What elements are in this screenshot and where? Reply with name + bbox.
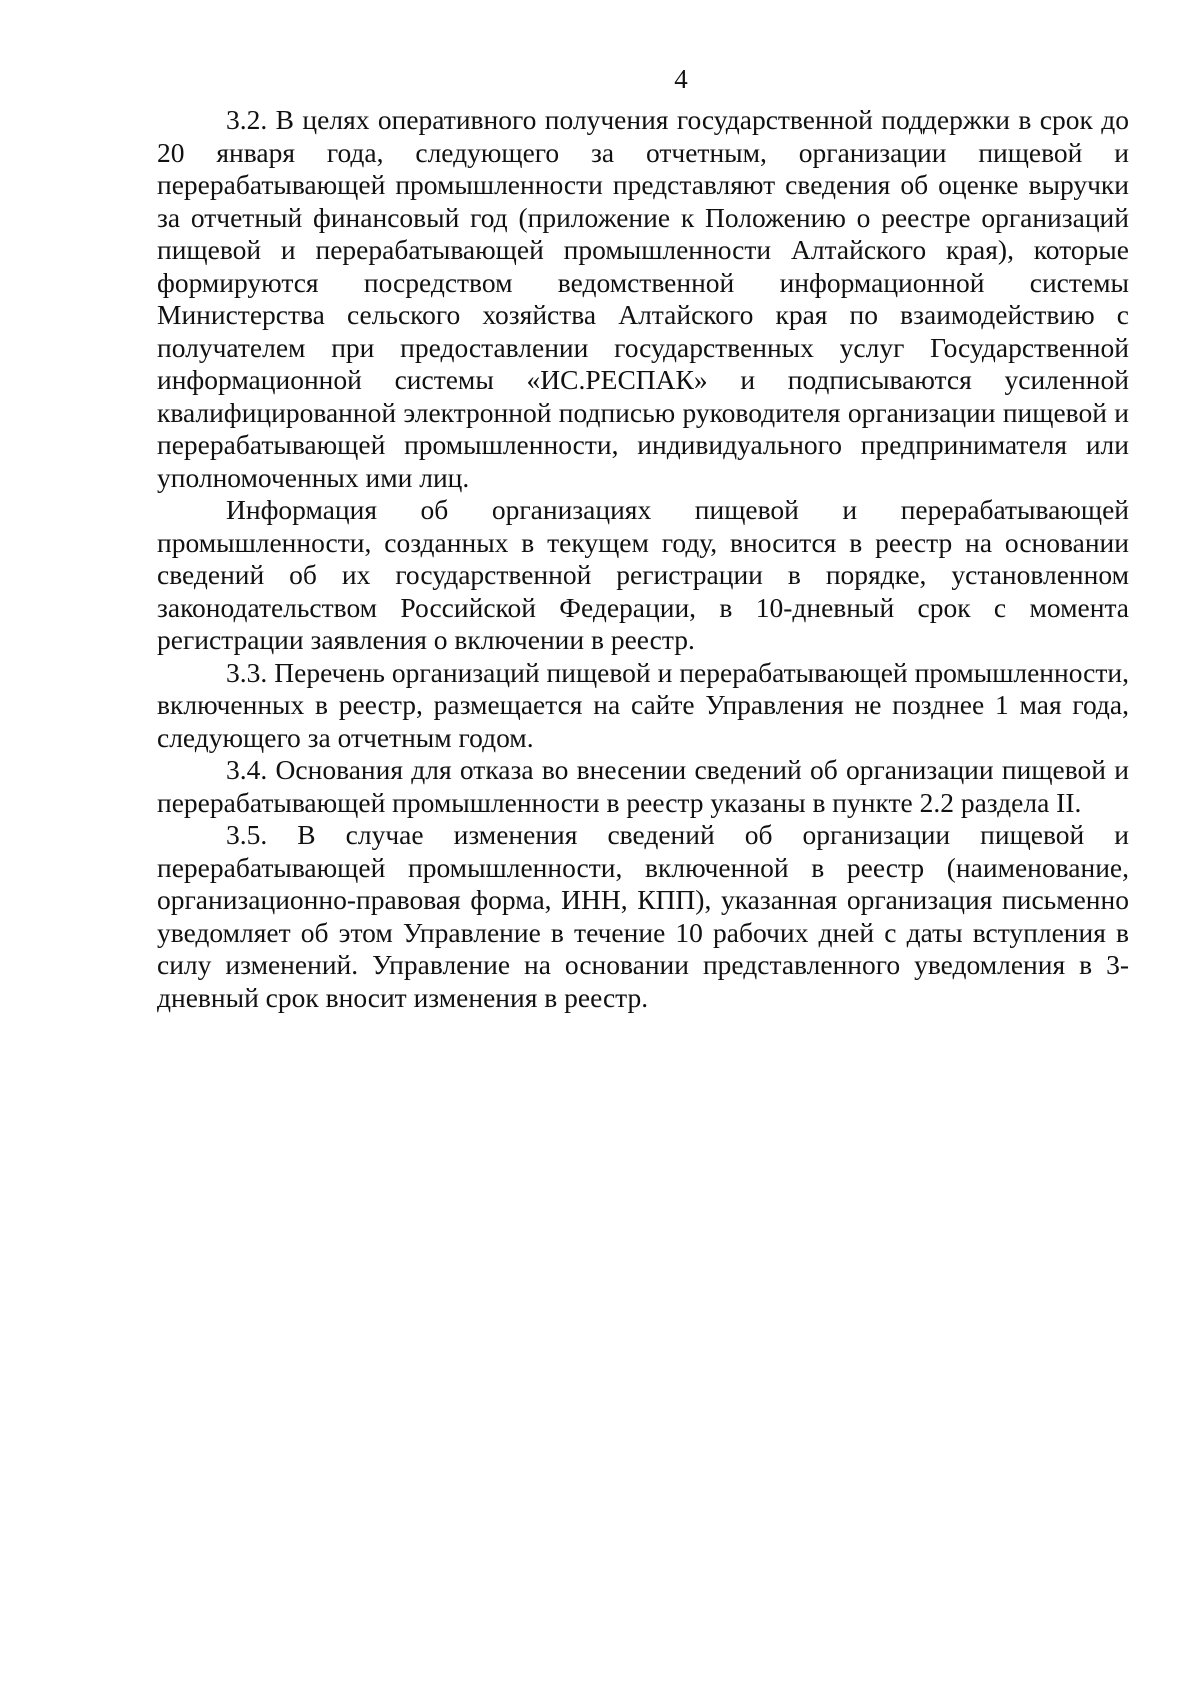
page-number: 4 bbox=[674, 64, 688, 94]
paragraph-3-5: 3.5. В случае изменения сведений об организации пищевой и перерабатывающей промышленности, включенной в реестр (наименование, организационно-правовая форма, ИНН, КПП), указанная организация письменно уведомляет об этом Управление в течение 10 рабочих дней с даты вступления в силу изменений. Управление на основании представленного уведомления в 3-дневный срок вносит изменения в реестр. bbox=[157, 819, 1129, 1013]
paragraph-3-2: 3.2. В целях оперативного получения государственной поддержки в срок до 20 января года, следующего за отчетным, организации пищевой и перерабатывающей промышленности представляют сведения об оценке выручки за отчетный финансовый год (приложение к Положению о реестре организаций пищевой и перерабатывающей промышленности Алтайского края), которые формируются посредством ведомственной информационной системы Министерства сельского хозяйства Алтайского края по взаимодействию с получателем при предоставлении государственных услуг Государственной информационной системы «ИС.РЕСПАК» и подписываются усиленной квалифицированной электронной подписью руководителя организации пищевой и перерабатывающей промышленности, индивидуального предпринимателя или уполномоченных ими лиц. bbox=[157, 104, 1129, 493]
paragraph-new-organizations: Информация об организациях пищевой и перерабатывающей промышленности, созданных в текущем году, вносится в реестр на основании сведений об их государственной регистрации в порядке, установленном законодательством Российской Федерации, в 10-дневный срок с момента регистрации заявления о включении в реестр. bbox=[157, 494, 1129, 655]
document-body bbox=[157, 104, 1129, 1014]
paragraph-3-4: 3.4. Основания для отказа во внесении сведений об организации пищевой и перерабатывающей промышленности в реестр указаны в пункте 2.2 раздела II. bbox=[157, 754, 1129, 818]
paragraph-3-3: 3.3. Перечень организаций пищевой и перерабатывающей промышленности, включенных в реестр, размещается на сайте Управления не позднее 1 мая года, следующего за отчетным годом. bbox=[157, 656, 1129, 753]
